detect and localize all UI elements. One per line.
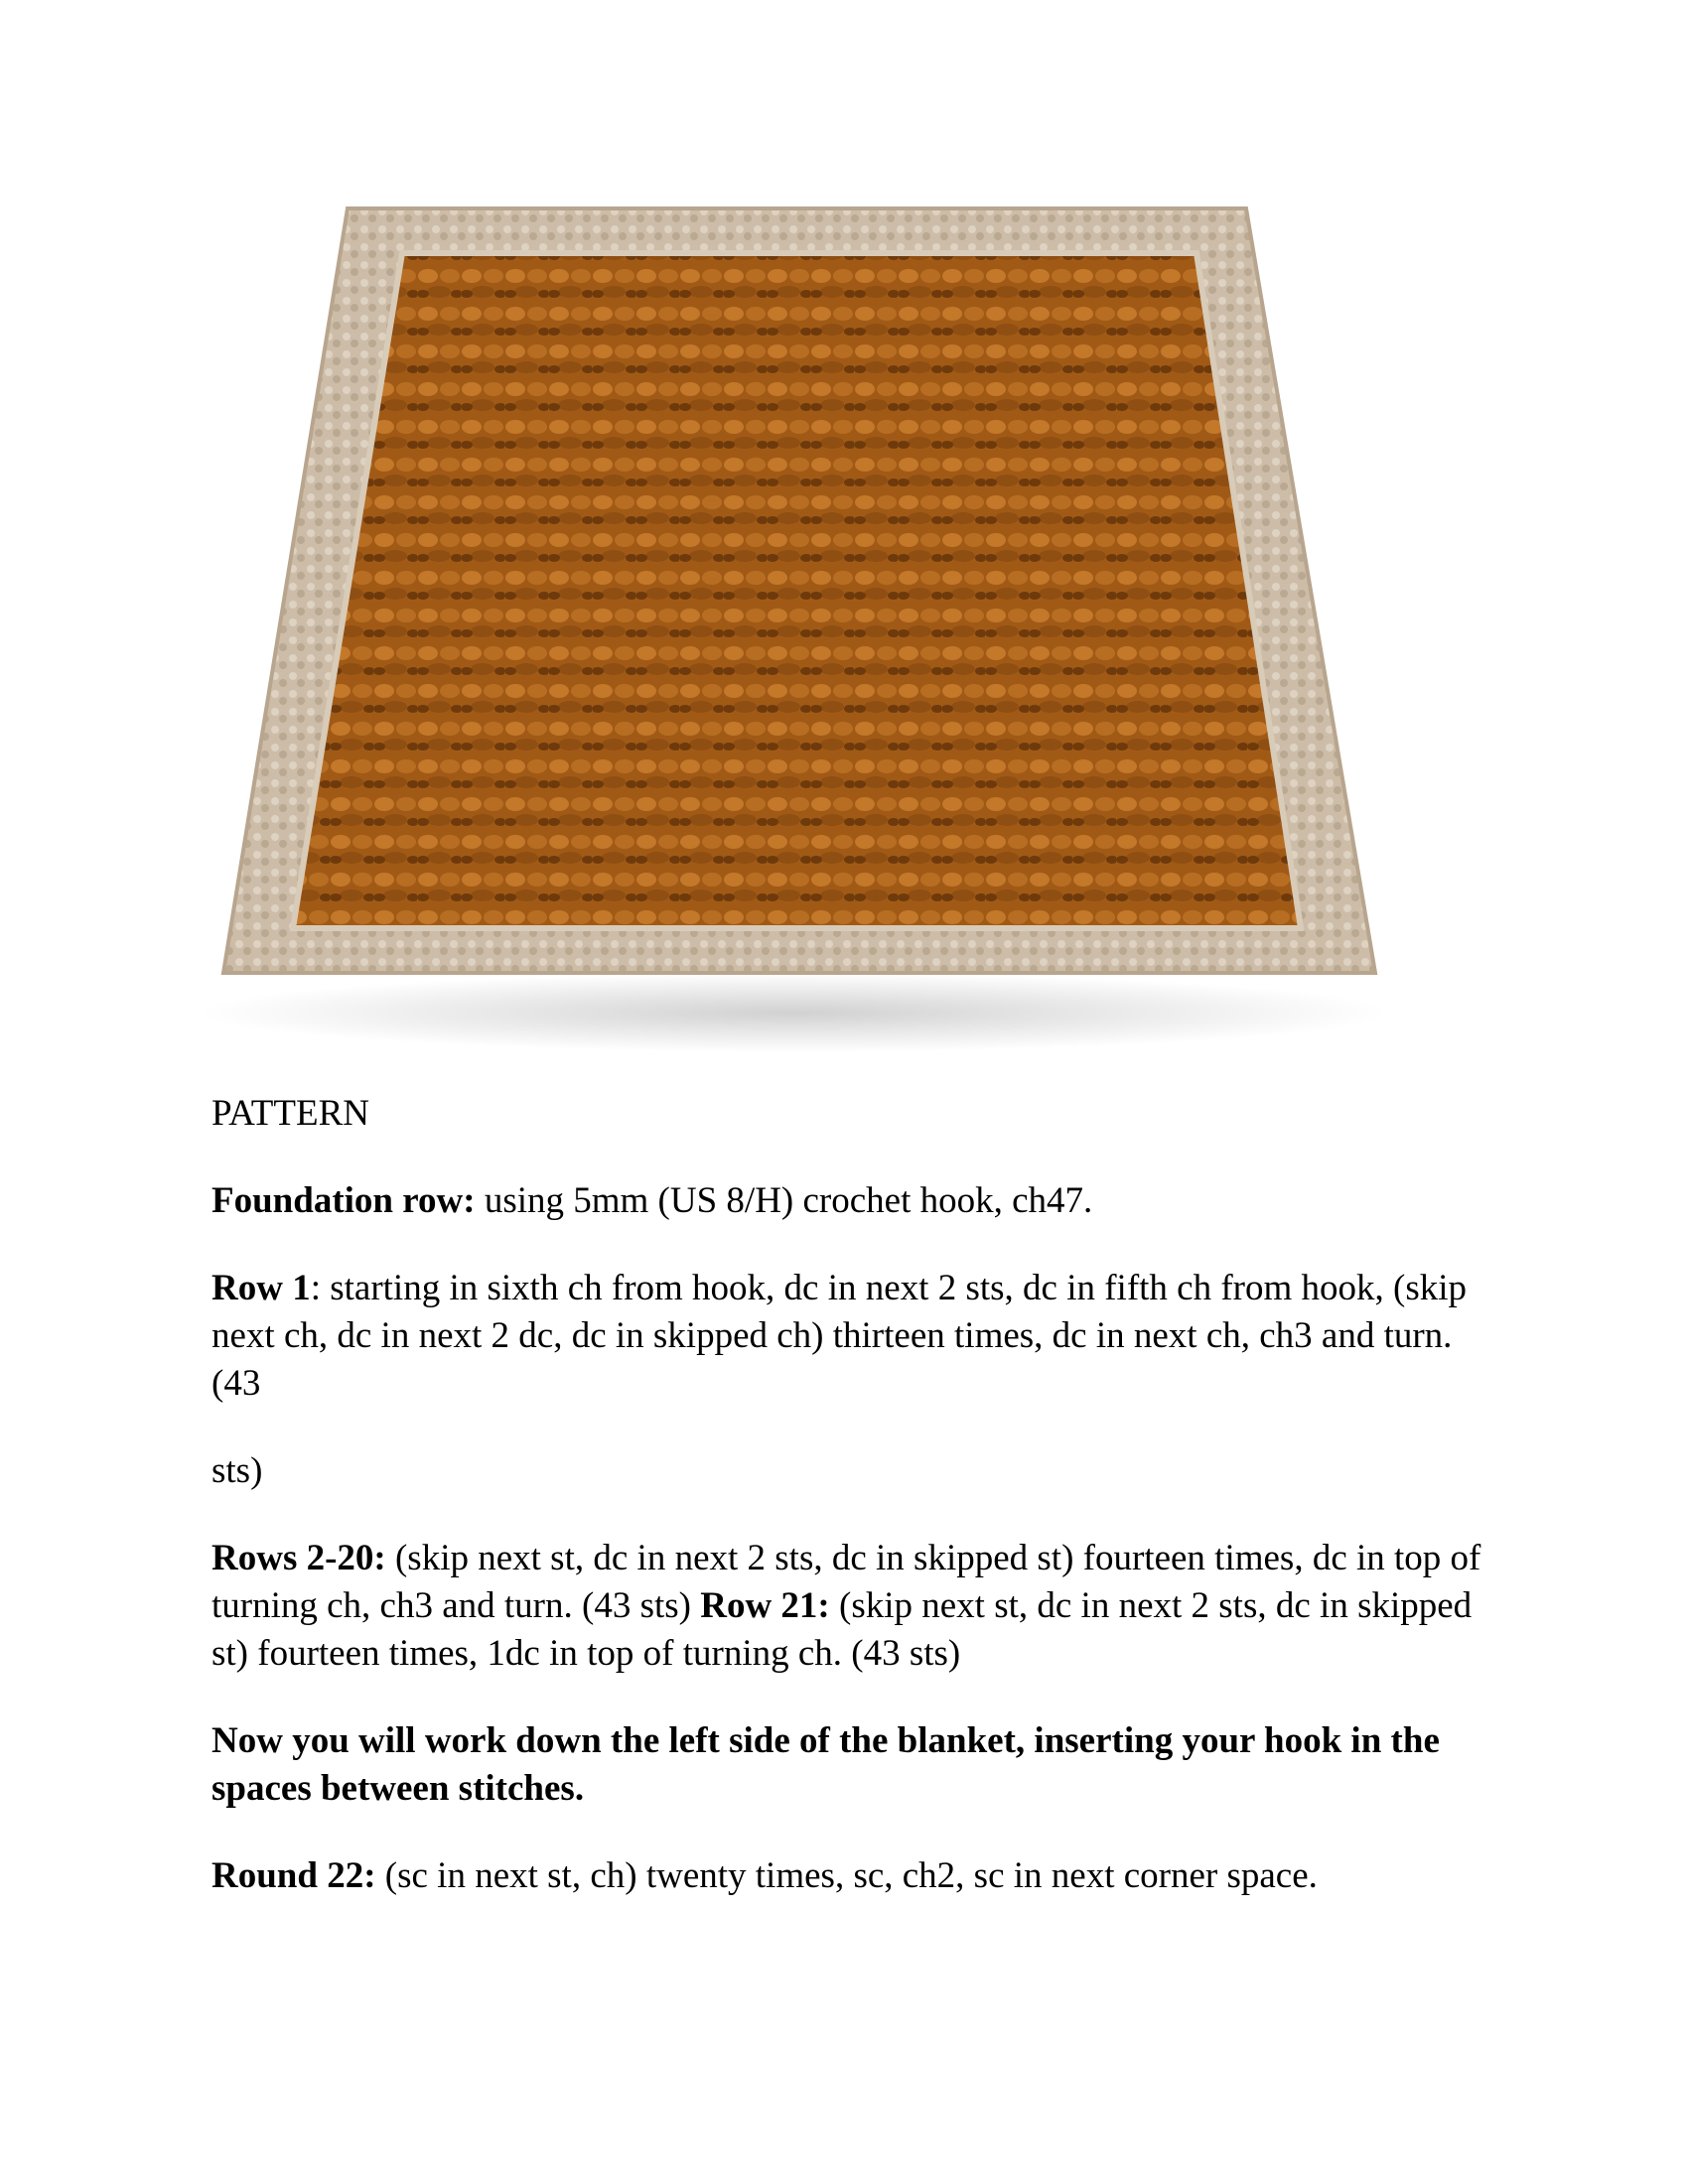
row-1-continuation: sts) [211, 1450, 263, 1491]
row-1-label: Row 1 [211, 1268, 311, 1308]
row-21-text: (skip next st, dc in next 2 sts, dc in skipped st) fourteen times, 1dc in top of turning ch. (43 sts) [211, 1585, 1473, 1674]
round-22 [211, 1852, 1502, 1900]
row-1-text: : starting in sixth ch from hook, dc in next 2 sts, dc in fifth ch from hook, (skip next ch, dc in next 2 dc, dc in skipped ch) thirteen times, dc in next ch, ch3 and turn. (43 [211, 1268, 1468, 1404]
pattern-instructions [211, 1090, 1502, 1940]
row-1 [211, 1265, 1502, 1408]
rows-2-21 [211, 1535, 1502, 1678]
rows-2-20-label: Rows 2-20: [211, 1538, 386, 1578]
round-22-label: Round 22: [211, 1855, 376, 1896]
crochet-blanket-photo [199, 189, 1390, 1062]
blanket-shadow [199, 973, 1390, 1052]
foundation-row-label: Foundation row: [211, 1180, 476, 1221]
blanket-center [293, 253, 1301, 928]
left-side-note [211, 1717, 1502, 1813]
pattern-heading: PATTERN [211, 1093, 370, 1134]
foundation-row-text: using 5mm (US 8/H) crochet hook, ch47. [475, 1180, 1093, 1221]
rows-2-20-text: (skip next st, dc in next 2 sts, dc in skipped st) fourteen times, dc in top of turning ch, ch3 and turn. (43 sts) [211, 1538, 1481, 1626]
left-side-note-text: Now you will work down the left side of the blanket, inserting your hook in the spaces between stitches. [211, 1720, 1440, 1809]
foundation-row [211, 1177, 1502, 1225]
round-22-text: (sc in next st, ch) twenty times, sc, ch2, sc in next corner space. [375, 1855, 1318, 1896]
row-21-label: Row 21: [700, 1585, 830, 1626]
